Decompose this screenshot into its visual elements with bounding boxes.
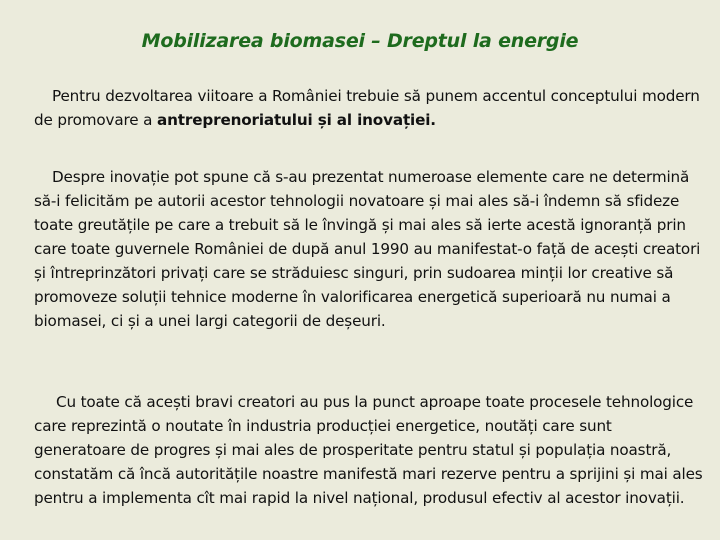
paragraph-entrepreneurship <box>34 84 706 132</box>
paragraph-text: Despre inovație pot spune că s-au prezentat numeroase elemente care ne determină să-i felicităm pe autorii acestor tehnologii novatoare și mai ales să-i îndemn să sfideze toate greutățile pe care a trebuit să le învingă și mai ales să ierte acestă ignoranță prin care toate guvernele României de după anul 1990 au manifestat-o față de acești creatori și întreprinzători privați care se străduiesc singuri, prin sudoarea minții lor creative să promoveze soluții tehnice moderne în valorificarea energetică superioară nu numai a biomasei, ci și a unei largi categorii de deșeuri. <box>34 168 701 330</box>
paragraph-creators <box>34 390 706 510</box>
paragraph-innovation <box>34 165 706 333</box>
paragraph-text: Cu toate că acești bravi creatori au pus la punct aproape toate procesele tehnologice care reprezintă o noutate în industria producției energetice, noutăți care sunt generatoare de progres și mai ales de prosperitate pentru statul și populația noastră, constatăm că încă autoritățile noastre manifestă mari rezerve pentru a sprijini și mai ales pentru a implementa cît mai rapid la nivel național, produsul efectiv al acestor inovații. <box>34 393 703 507</box>
paragraph-bold-text: antreprenoriatului și al inovației. <box>157 111 436 129</box>
slide-title: Mobilizarea biomasei – Dreptul la energie <box>141 30 579 52</box>
paragraph-text: Pentru dezvoltarea viitoare a României trebuie să punem accentul conceptului modern de promovare a <box>34 87 700 129</box>
